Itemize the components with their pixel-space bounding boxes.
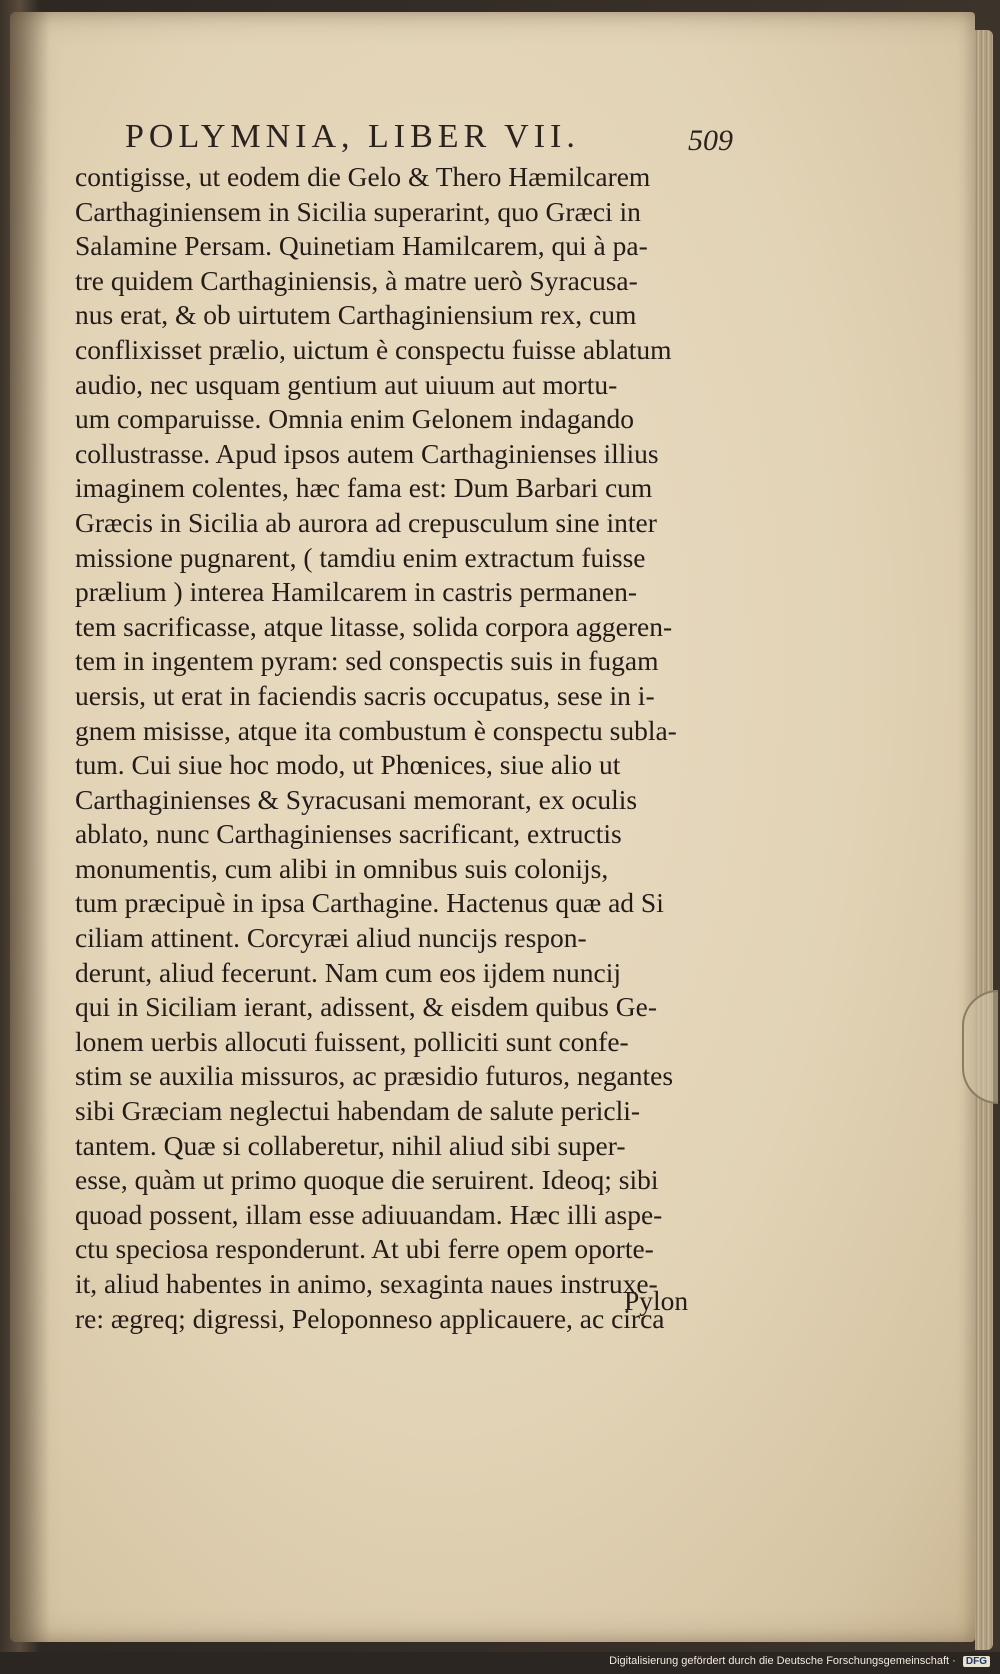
text-line: gnem misisse, atque ita combustum è conspectu subla-: [75, 714, 677, 746]
page-clip: [962, 990, 998, 1104]
text-line: lonem uerbis allocuti fuissent, polliciti sunt confe-: [75, 1025, 629, 1057]
catchword: Pylon: [624, 1285, 689, 1316]
text-line: qui in Siciliam ierant, adissent, & eisdem quibus Ge-: [75, 991, 657, 1023]
text-line: missione pugnarent, ( tamdiu enim extractum fuisse: [75, 541, 646, 573]
body-text: [75, 160, 735, 1336]
text-line: tum. Cui siue hoc modo, ut Phœnices, siue alio ut: [75, 749, 621, 781]
text-line: monumentis, cum alibi in omnibus suis colonijs,: [75, 852, 609, 884]
text-line: prælium ) interea Hamilcarem in castris permanen-: [75, 576, 638, 608]
text-line: stim se auxilia missuros, ac præsidio futuros, negantes: [75, 1060, 674, 1092]
text-line: ciliam attinent. Corcyræi aliud nuncijs respon-: [75, 922, 587, 954]
text-line: conflixisset prælio, uictum è conspectu fuisse ablatum: [75, 333, 672, 365]
text-line: uersis, ut erat in faciendis sacris occupatus, sese in i-: [75, 679, 655, 711]
text-line: Græcis in Sicilia ab aurora ad crepusculum sine inter: [75, 506, 657, 538]
text-line: Carthaginienses & Syracusani memorant, ex oculis: [75, 783, 638, 815]
text-line: contigisse, ut eodem die Gelo & Thero Hæmilcarem: [75, 161, 651, 192]
running-head: POLYMNIA, LIBER VII.: [125, 118, 580, 155]
text-line: tantem. Quæ si collaberetur, nihil aliud sibi super-: [75, 1129, 626, 1161]
text-line: Carthaginiensem in Sicilia superarint, quo Græci in: [75, 195, 641, 227]
dfg-logo: DFG: [963, 1656, 990, 1667]
text-line: tum præcipuè in ipsa Carthagine. Hactenus quæ ad Si: [75, 887, 664, 919]
text-line: tem in ingentem pyram: sed conspectis suis in fugam: [75, 645, 659, 677]
credit-text: Digitalisierung gefördert durch die Deutsche Forschungsgemeinschaft ·: [609, 1655, 956, 1667]
text-line: re: ægreq; digressi, Peloponneso applicauere, ac circa: [75, 1302, 665, 1334]
text-line: tre quidem Carthaginiensis, à matre uerò Syracusa-: [75, 264, 638, 296]
text-line: sibi Græciam neglectui habendam de salute pericli-: [75, 1095, 641, 1127]
text-line: derunt, aliud fecerunt. Nam cum eos ijdem nuncij: [75, 956, 622, 988]
text-line: um comparuisse. Omnia enim Gelonem indagando: [75, 403, 635, 435]
text-line: quoad possent, illam esse adiuuandam. Hæc illi aspe-: [75, 1198, 663, 1230]
page-fore-edge: [975, 30, 993, 1650]
text-line: audio, nec usquam gentium aut uiuum aut mortu-: [75, 368, 618, 400]
text-line: it, aliud habentes in animo, sexaginta naues instruxe-: [75, 1268, 658, 1299]
digitization-credit: [609, 1655, 990, 1667]
text-line: tem sacrificasse, atque litasse, solida corpora aggeren-: [75, 610, 673, 642]
gutter-shadow: [10, 12, 50, 1642]
text-line: ablato, nunc Carthaginienses sacrificant, extructis: [75, 818, 622, 850]
text-line: nus erat, & ob uirtutem Carthaginiensium rex, cum: [75, 299, 637, 331]
text-line: esse, quàm ut primo quoque die seruirent. Ideoq; sibi: [75, 1164, 659, 1196]
page-number: 509: [688, 124, 733, 157]
text-line: Salamine Persam. Quinetiam Hamilcarem, qui à pa-: [75, 230, 648, 262]
text-line: imaginem colentes, hæc fama est: Dum Barbari cum: [75, 472, 653, 504]
text-line: ctu speciosa responderunt. At ubi ferre opem oporte-: [75, 1233, 654, 1265]
text-line: collustrasse. Apud ipsos autem Carthaginienses illius: [75, 437, 659, 469]
